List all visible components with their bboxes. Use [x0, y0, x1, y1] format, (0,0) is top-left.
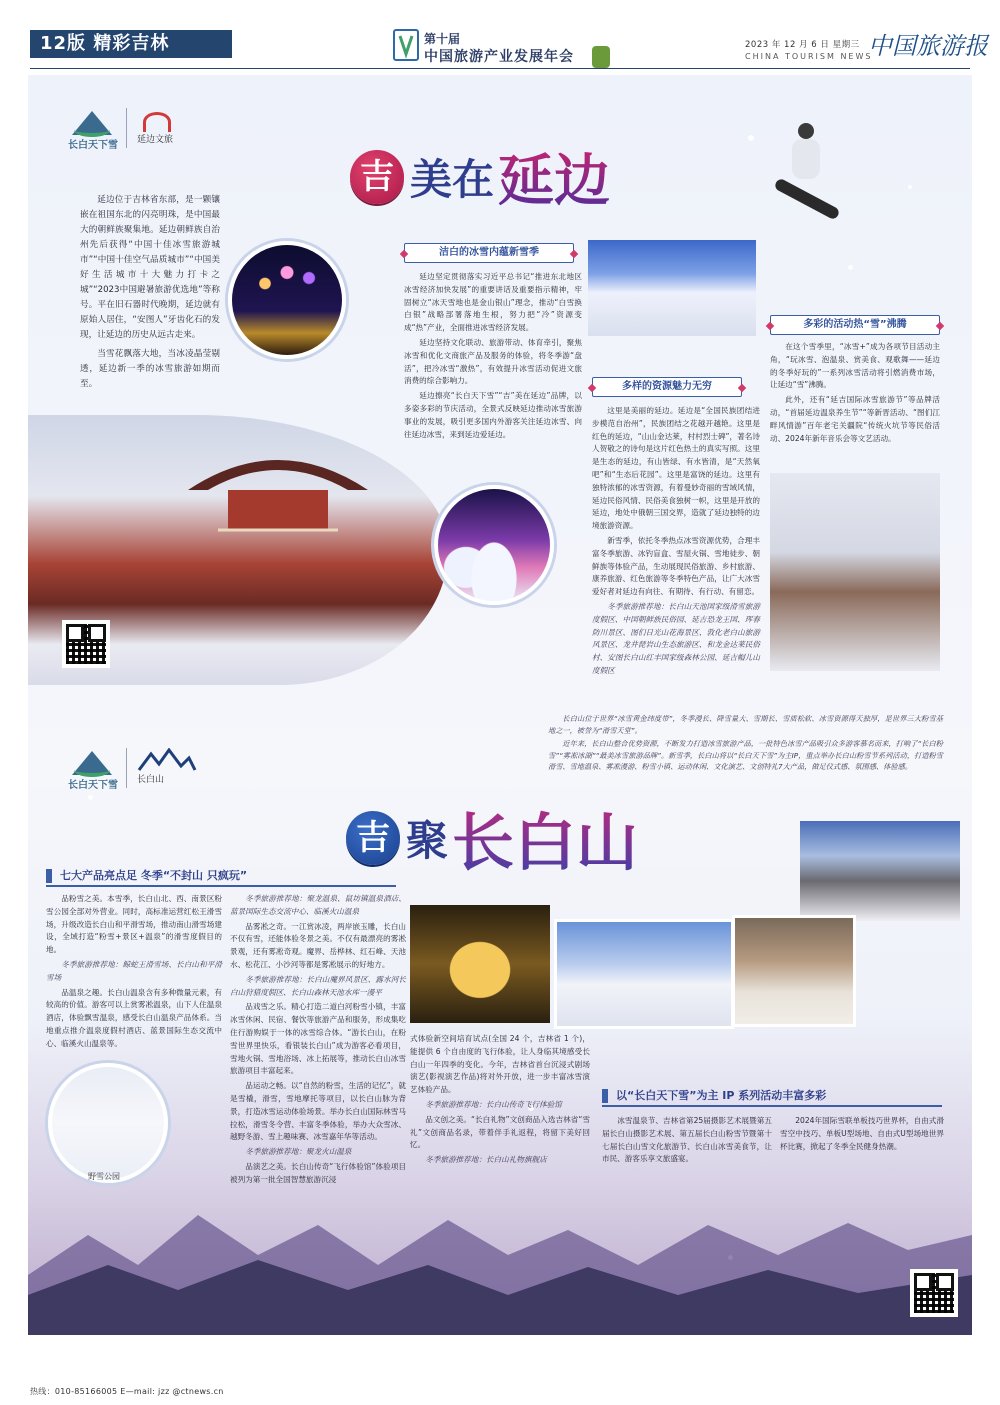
title-ji-badge: 吉 [350, 150, 404, 204]
paragraph: 2024年国际雪联单板技巧世界杯，自由式滑雪空中技巧、单板U型场地、自由式U型场地世界杯比赛，掀起了冬季全民健身热潮。 [780, 1116, 944, 1151]
yanbian-tourism-logo: 延边文旅 [137, 108, 197, 148]
changbai-col2 [230, 893, 406, 1189]
reindeer-photo [770, 473, 940, 671]
footer-contact: 热线：010-85166005 E—mail: jzz @ctnews.cn [30, 1387, 224, 1396]
qr-code-icon[interactable] [910, 1269, 958, 1317]
snow-village-photo [434, 485, 554, 605]
snow-forest-photo [554, 919, 734, 1029]
newspaper-logo: 中国旅游报 [868, 32, 988, 60]
snowflake [848, 265, 853, 270]
paragraph: 品演艺之美。长白山传奇“飞行体验馆”体验项目被列为第一批全国智慧旅游沉浸 [230, 1161, 406, 1184]
paragraph: 冬季旅游推荐地：长白山魔界风景区、露水河长白山狩猎度假区、长白山森林天池水库一漫平 [230, 974, 406, 997]
yanbian-sub1-text [404, 271, 582, 443]
photo-caption: 野雪公园 [88, 1172, 120, 1181]
intro-paragraph: 延边位于吉林省东部，是一颗镶嵌在祖国东北的闪亮明珠，是中国最大的朝鲜族聚集地。延边朝鲜族自治州先后获得“中国十佳冰雪旅游城市”“中国十佳空气品质城市”“中国美好生活城市十大魅力打卡之城”“2023中国避暑旅游优选地”等称号。平在旧石器时代晚期，延边就有原始人居住，“安图人”牙齿化石的发现，让延边的历史从远古走来。 [80, 195, 220, 340]
conference-edition: 第十届 [424, 32, 461, 46]
title-big: 长白山 [452, 793, 638, 882]
masthead-rule [30, 68, 970, 69]
subheading-3: 多彩的活动热“雪”沸腾 [770, 315, 940, 335]
title-ji-badge: 吉 [346, 811, 400, 865]
logo-divider [126, 748, 127, 788]
paragraph: 式体验新空间培育试点(全国 24 个，吉林省 1 个)，能提供 6 个自由度的飞行体验，让人身临其境感受长白山一年四季的变化。今年，吉林省首台沉浸式剧场演艺(影视演艺作品)将对外开放，进一步丰富冰雪演艺体验产品。 [410, 1034, 590, 1095]
paragraph: 延边坚定贯彻落实习近平总书记“推进东北地区冰雪经济加快发展”的重要讲话及重要指示精神，牢固树立“冰天雪地也是金山银山”理念，推动“白雪换白银”战略部署落地生根，努力把“冷”资源变成“热”产业，全面推进冰雪经济发展。 [404, 272, 582, 333]
paragraph: 在这个雪季里，“冰雪+”成为各项节目活动主角，“玩冰雪、泡温泉、赏美食、观歌舞——延边的冬季好玩的”一系列冰雪活动将引燃消费市场，让延边“雪”沸腾。 [770, 342, 940, 390]
masthead [0, 0, 1000, 75]
subheading-products: 七大产品亮点足 冬季“不封山 只疯玩” [46, 865, 396, 887]
rally-car-photo [800, 821, 960, 921]
yanbian-title [350, 137, 610, 217]
ski-girl-photo [48, 1063, 168, 1183]
paragraph: 长白山位于世界“冰雪黄金纬度带”，冬季漫长、降雪量大、雪期长、雪质松软、冰雪资源得天独厚，是世界三大粉雪基地之一，被誉为“滑雪天堂”。 [548, 714, 943, 735]
title-mid: 美在 [410, 155, 495, 204]
paragraph: 冰雪温泉节、吉林省第25届摄影艺术展暨第五届长白山摄影艺术展、第五届长白山粉雪节暨第十七届长白山雪文化旅游节、长白山冰雪美食节，让市民、游客乐享文旅盛宴。 [602, 1116, 772, 1164]
skiers-photo [588, 240, 756, 336]
paragraph: 品粉雪之美。本雪季，长白山北、西、南景区粉雪公园全部对外营业。同时，高标准运营红松王滑雪场，升级改造长白山和平滑雪场，推动南山滑雪场建设，全域打造“粉雪+景区+温泉”的滑雪度假目的地。 [46, 894, 222, 955]
paragraph: 品雾凇之奇。一江赏冰凌，两岸嵌玉雕，长白山不仅有雪，还能体验冬景之美。不仅有最漂亮的雾凇景观，还有雾凇奇观。魔界、岳桦林、红石峰、天池水、松花江、小沙河等都是雾凇展示的好地方。 [230, 921, 406, 969]
paragraph: 冬季旅游推荐地：聚龙温泉、鼠坊镇温泉酒店、蓝景国际生态交流中心、临溪火山温泉 [230, 894, 406, 916]
changbai-col1 [46, 893, 222, 1053]
conference-title: 中国旅游产业发展年会 [424, 49, 574, 65]
paragraph: 品戏雪之乐。精心打造二道白河粉雪小镇，丰富冰雪休闲、民宿、餐饮等旅游产品和服务，形成集吃住行游购娱于一体的冰雪综合体。“游长白山，在粉雪世界里快乐，看银装长白山”成为游客必看项目，雪地火锅、雪地浴场、冰上拓展等，推动长白山冰雪旅游项目丰富起来。 [230, 1002, 406, 1076]
paragraph: 冬季旅游推荐地：长白山礼物旗舰店 [425, 1155, 547, 1165]
changbai-snow-logo: 长白天下雪 [68, 105, 116, 151]
section-label: 12版 精彩吉林 [30, 30, 232, 58]
yanbian-sub2-text [592, 405, 760, 680]
pavilion-roof-icon [178, 430, 378, 550]
paragraph: 冬季旅游推荐地：聚龙火山温泉 [245, 1147, 352, 1157]
lantern-installation-photo [410, 905, 550, 1023]
changbai-logos [68, 745, 197, 791]
paragraph: 近年来，长白山整合优势资源，不断发力打造冰雪旅游产品，一批特色冰雪产品吸引众多游客慕名而来，打响了“长白粉雪”“雾凇冰湖”“最美冰雪旅游品牌”。新雪季，长白山将以“长白天下雪”为主IP，重点举办长白山粉雪节系列活动，打造粉雪滑雪、雪地温泉、雾凇漫游、粉雪小镇、运动休闲、文化演艺、文创特礼7大产品，做足仪式感、氛围感、体验感。 [548, 739, 943, 771]
paragraph: 冬季旅游推荐地：鲸蛇王滑雪场、长白山和平滑雪场 [46, 959, 222, 982]
qr-code-icon[interactable] [62, 620, 110, 668]
title-mid: 聚 [406, 815, 449, 865]
paragraph: 品文创之美。“长白礼物”文创商品入选吉林省“雪礼”文创商品名录，带着伴手礼返程，将留下美好回忆。 [410, 1114, 590, 1150]
logo-divider [126, 108, 127, 148]
conference-logo-icon [392, 28, 420, 62]
main-panel [28, 75, 972, 1335]
paragraph: 冬季旅游推荐地：长白山天池国家级滑雪旅游度假区、中国朝鲜族民俗园、延吉恐龙王国、珲春防川景区、图们日光山花海景区、敦化老白山旅游风景区、龙井琵岩山生态旅游区、和龙金达莱民俗村、安图长白山红丰国家级森林公园、延吉帽儿山度假区 [592, 601, 760, 675]
seal-icon [592, 46, 610, 68]
changbai-snow-logo: 长白天下雪 [68, 745, 116, 791]
snowflake [88, 795, 93, 800]
english-name: CHINA TOURISM NEWS [745, 52, 873, 61]
changbai-intro [548, 713, 943, 775]
paragraph: 冬季旅游推荐地：长白山传奇飞行体验馆 [425, 1099, 562, 1109]
changbai-col4 [602, 1115, 772, 1168]
fireworks-photo [228, 241, 346, 359]
hot-spring-photo [732, 915, 856, 1027]
yanbian-logos [68, 105, 197, 151]
changbai-col5 [780, 1115, 944, 1155]
yanbian-sub3-text [770, 341, 940, 447]
paragraph: 品运动之畅。以“自然的粉雪，生活的记忆”，就是雪橇，滑雪，雪地摩托等项目，以长白山脉为背景，打造冰雪运动体验场景。举办长白山国际林雪马拉松，滑雪冬令营、丰富冬季体验，举办大众雪冰、越野冬游、雪上趣味赛、冰雪嘉年华等活动。 [230, 1081, 406, 1142]
changbai-col3 [410, 1033, 590, 1169]
paragraph: 品温泉之趣。长白山温泉含有多种微量元素，有较高的价值。游客可以上赏雾凇温泉，山下人住温泉酒店，体验飘雪温泉，感受长白山温泉产品体系。当地重点推介温泉度假村酒店、蓝景国际生态交流中心、临溪火山温泉等。 [46, 987, 222, 1048]
snowflake [748, 135, 754, 141]
yanbian-intro [80, 193, 220, 392]
subheading-activities: 以“长白天下雪”为主 IP 系列活动丰富多彩 [602, 1085, 942, 1107]
intro-paragraph: 当雪花飘落大地，当冰凌晶莹剔透，延边新一季的冰雪旅游如期而至。 [80, 349, 220, 389]
subheading-2: 多样的资源魅力无穷 [592, 377, 742, 397]
snowflake [908, 185, 912, 189]
issue-date: 2023 年 12 月 6 日 星期三 [745, 40, 860, 50]
title-big: 延边 [498, 137, 610, 217]
subheading-1: 洁白的冰雪内蕴新雪季 [404, 243, 574, 263]
paragraph: 延边坚持文化联动、旅游带动、体育牵引，聚焦冰雪和优化文商旅产品及服务的体验，将冬季游“盘活”，把冷冰雪“激热”，有效提升冰雪活动促进文旅消费的综合影响力。 [404, 337, 582, 386]
snowboarder-illustration [768, 115, 878, 235]
changbaishan-logo: 长白山 [137, 748, 197, 788]
paragraph: 延边擦亮“长白天下雪”“吉”美在延边”品牌，以多姿多彩的节庆活动，全景式反映延边推动冰雪旅游事业的发展，吸引更多国内外游客关注延边冰雪、向往延边冰雪，来到延边爱延边。 [404, 391, 582, 439]
paragraph: 这里是美丽的延边。延边是“全国民族团结进步模范自治州”，民族团结之花越开越艳。这里是红色的延边，“山山金达莱，村村烈士碑”，著名诗人贺敬之的诗句是这片红色热土的真实写照。这里是生态的延边，有山皆绿、有水皆清，是“天然氧吧”和“生态后花园”。这里是富饶的延边。这里有独特浓郁的冰雪资源，有着曼妙奇丽的雪域风情，延边民俗风情、民俗美食独树一帜，这里是开放的延边，地处中俄朝三国交界，造就了延边独特的边境旅游资源。 [592, 406, 760, 531]
paragraph: 新雪季，依托冬季热点冰雪资源优势，合理丰富冬季旅游、冰钓盲盒、雪屋火锅、雪地徒步、朝鲜族等体验产品，生动展现民俗旅游、乡村旅游、康养旅游、红色旅游等冬季特色产品，让广大冰雪爱好者对延边有向往、有期待、有行动、有留恋。 [592, 535, 760, 597]
paragraph: 此外，还有“延吉国际冰雪旅游节”等品牌活动，“首届延边温泉养生节”“等新晋活动、“图们江畔风情游”百年老宅关疆院“传统火坑节等民俗活动、2024年新年音乐会等文艺活动。 [770, 395, 940, 443]
mountain-panorama [28, 1195, 972, 1335]
